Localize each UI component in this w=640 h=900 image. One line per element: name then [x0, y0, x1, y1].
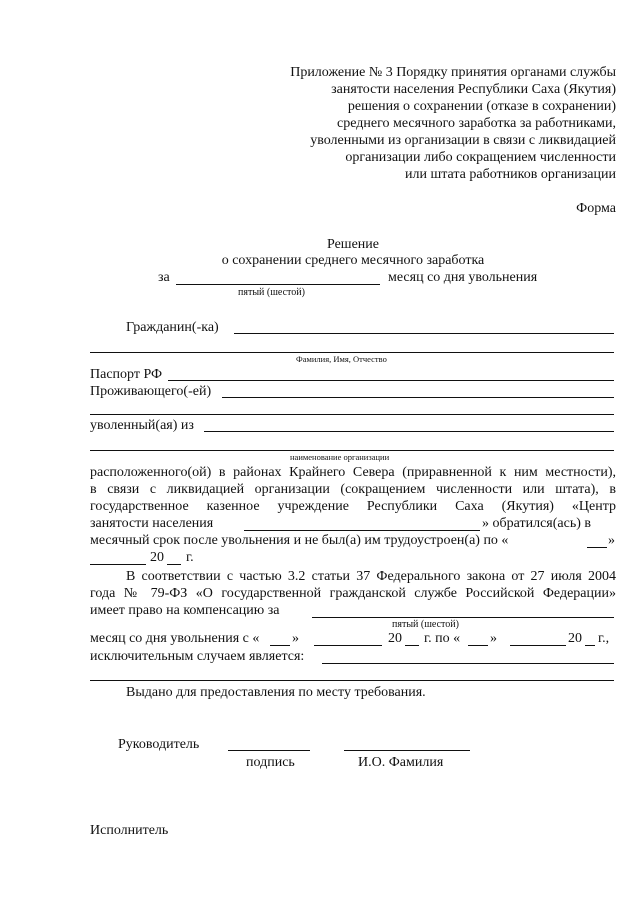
- residing-line[interactable]: [222, 397, 614, 398]
- appendix-line-3: решения о сохранении (отказе в сохранении): [347, 99, 616, 114]
- law-line-4b: »: [292, 631, 299, 646]
- compensation-hint: пятый (шестой): [392, 619, 459, 630]
- exceptional-case-line[interactable]: [322, 663, 614, 664]
- appendix-line-4: среднего месячного заработка за работниками,: [337, 116, 616, 131]
- citizen-label: Гражданин(-ка): [126, 320, 219, 335]
- document-subtitle: о сохранении среднего месячного заработка: [221, 253, 485, 268]
- signature-line[interactable]: [228, 750, 310, 751]
- from-day-line[interactable]: [270, 645, 290, 646]
- passport-label: Паспорт РФ: [90, 367, 163, 382]
- from-month-line[interactable]: [314, 645, 382, 646]
- employment-center-line[interactable]: [244, 530, 480, 531]
- body-line-4a: занятости населения: [90, 516, 214, 531]
- fio-hint: Фамилия, Имя, Отчество: [296, 354, 387, 364]
- law-line-4g: г.,: [598, 631, 610, 646]
- body-line-2: в связи с ликвидацией организации (сокращением численности или штата), в: [90, 482, 616, 497]
- law-line-5: исключительным случаем является:: [90, 649, 305, 664]
- law-line-4e: »: [490, 631, 497, 646]
- executor-label: Исполнитель: [90, 823, 169, 838]
- exceptional-case-line-2[interactable]: [90, 680, 614, 681]
- body-line-4b: » обратился(ась) в: [482, 516, 591, 531]
- residing-line-2[interactable]: [90, 414, 614, 415]
- body-line-1: расположенного(ой) в районах Крайнего Севера (приравненной к ним местности),: [90, 465, 616, 480]
- form-label: Форма: [576, 201, 616, 216]
- name-hint: И.О. Фамилия: [358, 755, 444, 770]
- law-line-3: имеет право на компенсацию за: [90, 603, 280, 618]
- law-line-4d: г. по «: [424, 631, 461, 646]
- name-line[interactable]: [344, 750, 470, 751]
- compensation-month-line[interactable]: [312, 617, 614, 618]
- body-line-5a: месячный срок после увольнения и не был(а) им трудоустроен(а) по «: [90, 533, 509, 548]
- appendix-line-6: организации либо сокращением численности: [345, 150, 616, 165]
- body-line-6a: 20: [150, 550, 164, 565]
- org-hint: наименование организации: [290, 452, 390, 462]
- to-day-line[interactable]: [468, 645, 488, 646]
- organization-line-2[interactable]: [90, 450, 614, 451]
- to-month-line[interactable]: [510, 645, 566, 646]
- residing-label: Проживающего(-ей): [90, 384, 212, 399]
- law-line-4c: 20: [388, 631, 402, 646]
- passport-line[interactable]: [168, 380, 614, 381]
- until-month-line[interactable]: [90, 564, 146, 565]
- appendix-line-5: уволенными из организации в связи с ликвидацией: [310, 133, 616, 148]
- citizen-name-line[interactable]: [234, 333, 614, 334]
- dismissed-label: уволенный(ая) из: [90, 418, 194, 433]
- month-number-line[interactable]: [176, 284, 380, 285]
- law-line-4a: месяц со дня увольнения с «: [90, 631, 260, 646]
- document-title: Решение: [326, 237, 379, 252]
- appendix-line-1: Приложение № 3 Порядку принятия органами службы: [290, 65, 616, 80]
- to-year-line[interactable]: [585, 645, 595, 646]
- za-label: за: [158, 270, 170, 285]
- signature-hint: подпись: [246, 755, 295, 770]
- body-line-5b: »: [608, 533, 615, 548]
- head-label: Руководитель: [118, 737, 200, 752]
- law-line-4f: 20: [568, 631, 582, 646]
- law-line-1: В соответствии с частью 3.2 статьи 37 Федерального закона от 27 июля 2004: [126, 569, 616, 584]
- organization-line[interactable]: [204, 431, 614, 432]
- law-line-2: года № 79-ФЗ «О государственной гражданской службе Российской Федерации»: [90, 586, 616, 601]
- body-line-3: государственное казенное учреждение Республики Саха (Якутия) «Центр: [90, 499, 616, 514]
- issued-statement: Выдано для предоставления по месту требования.: [126, 685, 426, 700]
- until-day-line[interactable]: [587, 547, 607, 548]
- month-suffix-label: месяц со дня увольнения: [388, 270, 538, 285]
- from-year-line[interactable]: [405, 645, 419, 646]
- body-line-6b: г.: [186, 550, 194, 565]
- until-year-line[interactable]: [167, 564, 181, 565]
- fifth-sixth-hint: пятый (шестой): [238, 287, 305, 298]
- appendix-line-2: занятости населения Республики Саха (Якутия): [331, 82, 616, 97]
- citizen-name-line-2[interactable]: [90, 352, 614, 353]
- appendix-line-7: или штата работников организации: [404, 167, 616, 182]
